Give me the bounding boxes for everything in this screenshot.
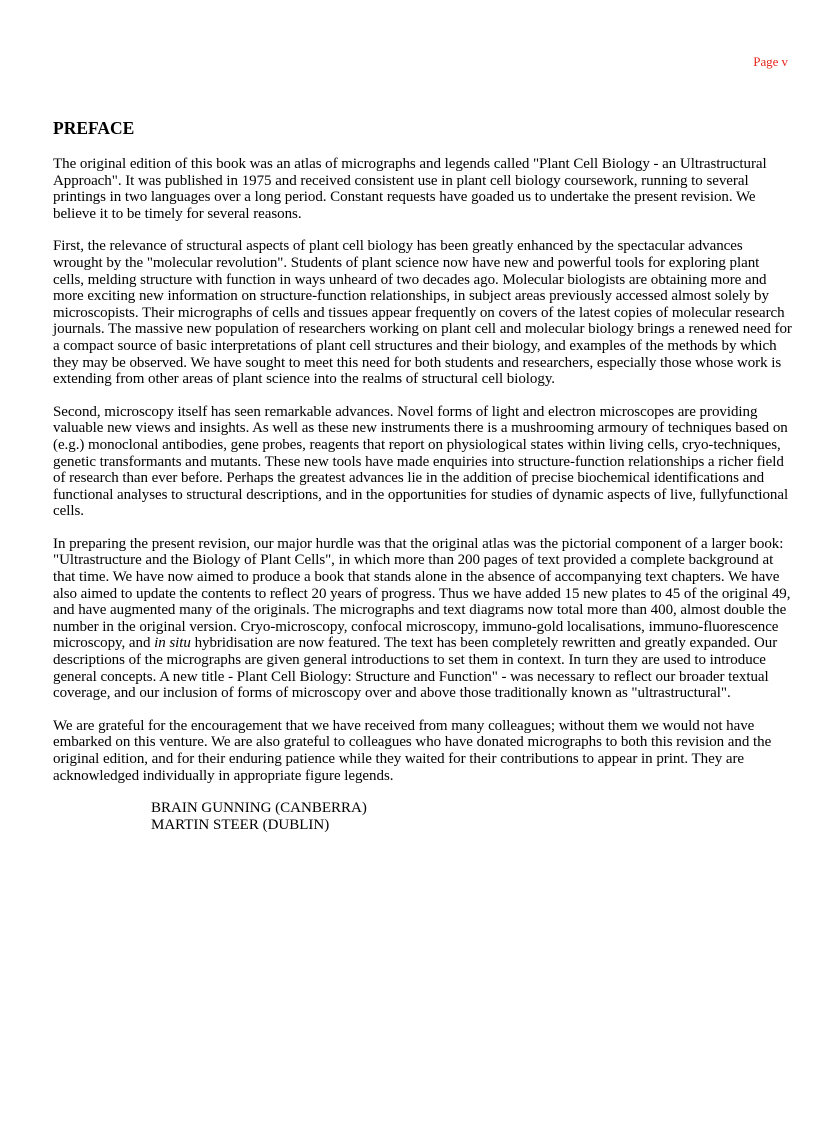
signature-author: MARTIN STEER (DUBLIN) [151, 816, 330, 833]
document-body [53, 118, 793, 833]
revision-text-end: hybridisation are now featured. The text has been completely rewritten and greatly expanded. Our descriptions of the micrographs are given general introductions to set them in context. In turn they are used to introduce general concepts. A new title - Plant Cell Biology: Structure and Function" - was necessary to reflect our broader textual coverage, and our inclusion of forms of microscopy over and above those traditionally known as "ultrastructural". [53, 635, 778, 702]
page-number: Page v [753, 54, 788, 69]
paragraph-original-edition: The original edition of this book was an atlas of micrographs and legends called "Plant Cell Biology - an Ultrastructural Approach". It was published in 1975 and received consistent use in plant cell biology coursework, running to several printings in two languages over a long period. Constant requests have goaded us to undertake the present revision. We believe it to be timely for several reasons. [53, 156, 767, 222]
page-title: PREFACE [53, 118, 135, 138]
paragraph-acknowledgements: We are grateful for the encouragement that we have received from many colleagues; without them we would not have embarked on this venture. We are also grateful to colleagues who have donated micrographs to both this revision and the original edition, and for their enduring patience while they waited for their contributions to appear in print. They are acknowledged individually in appropriate figure legends. [53, 717, 772, 784]
signature-author: BRAIN GUNNING (CANBERRA) [151, 800, 367, 817]
revision-text-start: In preparing the present revision, our major hurdle was that the original atlas was the pictorial component of a larger book: "Ultrastructure and the Biology of Plant Cells", in which more than 200 pages of text provided a complete background at that time. We have now aimed to produce a book that stands alone in the absence of accompanying text chapters. We have also aimed to update the contents to reflect 20 years of progress. Thus we have added 15 new plates to 45 of the original 49, and have augmented many of the originals. The micrographs and text diagrams now total more than 400, almost double the number in the original version. Cryo-microscopy, confocal microscopy, immuno-gold localisations, immuno-fluorescence microscopy, and [53, 535, 791, 652]
paragraph-present-revision [53, 536, 793, 702]
paragraph-microscopy-advances: Second, microscopy itself has seen remarkable advances. Novel forms of light and electron microscopes are providing valuable new views and insights. As well as these new instruments there is a mushrooming armoury of techniques based on (e.g.) monoclonal antibodies, gene probes, reagents that report on physiological states within living cells, cryo-techniques, genetic transformants and mutants. These new tools have made enquiries into structure-function relationships a richer field of research than ever before. Perhaps the greatest advances lie in the addition of precise biochemical identifications and functional analyses to structural descriptions, and in the opportunities for studies of dynamic aspects of live, fullyfunctional cells. [53, 403, 789, 520]
signature-block [151, 800, 793, 833]
paragraph-molecular-revolution: First, the relevance of structural aspects of plant cell biology has been greatly enhanced by the spectacular advances wrought by the "molecular revolution". Students of plant science now have new and powerful tools for exploring plant cells, melding structure with function in ways unheard of two decades ago. Molecular biologists are obtaining more and more exciting new information on structure-function relationships, in subject areas previously accessed almost solely by microscopists. Their micrographs of cells and tissues appear frequently on covers of the latest copies of molecular research journals. The massive new population of researchers working on plant cell and molecular biology brings a renewed need for a compact source of basic interpretations of plant cell structures and their biology, and examples of the methods by which they may be observed. We have sought to meet this need for both students and researchers, especially those whose work is extending from other areas of plant science into the realms of structural cell biology. [53, 238, 792, 388]
revision-text-italic: in situ [154, 635, 191, 652]
